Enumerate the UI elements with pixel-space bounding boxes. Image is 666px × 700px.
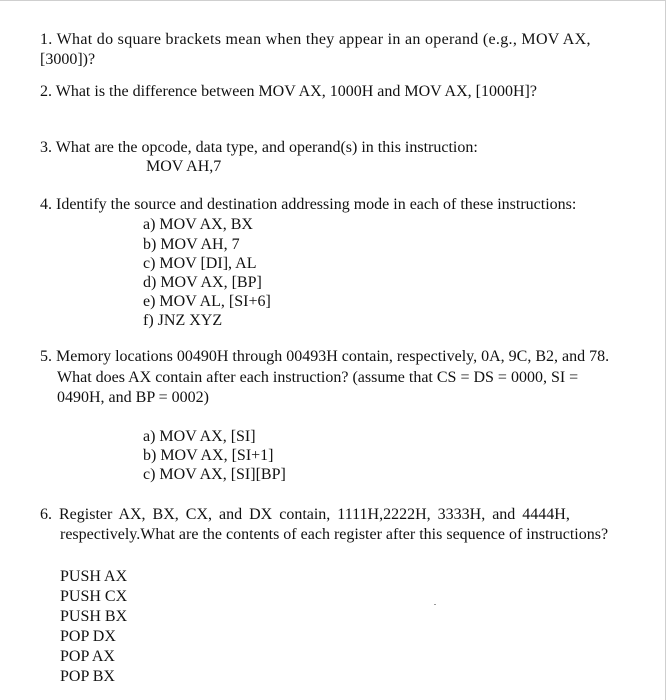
question-6-line-1 [40, 505, 570, 525]
question-2-number: 2. [40, 83, 52, 100]
question-4 [40, 195, 576, 215]
question-6-instr-2: PUSH CX [60, 588, 128, 605]
question-5-item-c: c) MOV AX, [SI][BP] [143, 466, 286, 483]
question-1-number: 1. [40, 31, 53, 48]
question-4-item-b: b) MOV AH, 7 [143, 236, 240, 253]
question-3 [40, 138, 478, 158]
question-4-item-c: c) MOV [DI], AL [143, 255, 257, 272]
question-4-number: 4. [40, 196, 52, 213]
question-6-instr-1: PUSH AX [60, 568, 128, 585]
question-4-text: Identify the source and destination addressing mode in each of these instructions: [56, 196, 577, 213]
question-1-text: What do square brackets mean when they appear in an operand (e.g., MOV AX, [56, 31, 591, 48]
question-6-instr-5: POP AX [60, 648, 115, 665]
question-3-instruction: MOV AH,7 [146, 158, 222, 175]
question-4-item-d: d) MOV AX, [BP] [143, 274, 262, 291]
question-6-line-2: respectively.What are the contents of each register after this sequence of instructions? [60, 526, 609, 543]
question-5-number: 5. [40, 348, 52, 365]
question-6-instr-3: PUSH BX [60, 608, 128, 625]
page-border-top [0, 0, 666, 1]
question-1-line-2: [3000])? [40, 51, 96, 68]
question-6-instr-4: POP DX [60, 628, 116, 645]
question-5-item-b: b) MOV AX, [SI+1] [143, 447, 274, 464]
question-1-line-1 [40, 30, 591, 50]
question-5-item-a: a) MOV AX, [SI] [143, 428, 256, 445]
question-2 [40, 82, 537, 102]
question-6-text: Register AX, BX, CX, and DX contain, 1111H,2222H, 3333H, and 4444H, [59, 506, 570, 523]
question-6-number: 6. [40, 506, 52, 523]
question-2-text: What is the difference between MOV AX, 1000H and MOV AX, [1000H]? [55, 83, 537, 100]
question-4-item-a: a) MOV AX, BX [143, 216, 253, 233]
question-3-number: 3. [40, 139, 52, 156]
question-3-text: What are the opcode, data type, and operand(s) in this instruction: [55, 139, 478, 156]
question-5-text: Memory locations 00490H through 00493H contain, respectively, 0A, 9C, B2, and 78. [56, 348, 610, 365]
question-4-item-f: f) JNZ XYZ [143, 312, 223, 329]
question-5-line-1 [40, 347, 609, 367]
question-5-line-2: What does AX contain after each instruction? (assume that CS = DS = 0000, SI = [57, 369, 579, 386]
question-4-item-e: e) MOV AL, [SI+6] [143, 293, 271, 310]
question-5-line-3: 0490H, and BP = 0002) [57, 389, 209, 406]
question-6-instr-6: POP BX [60, 668, 115, 685]
stray-mark [434, 604, 436, 605]
